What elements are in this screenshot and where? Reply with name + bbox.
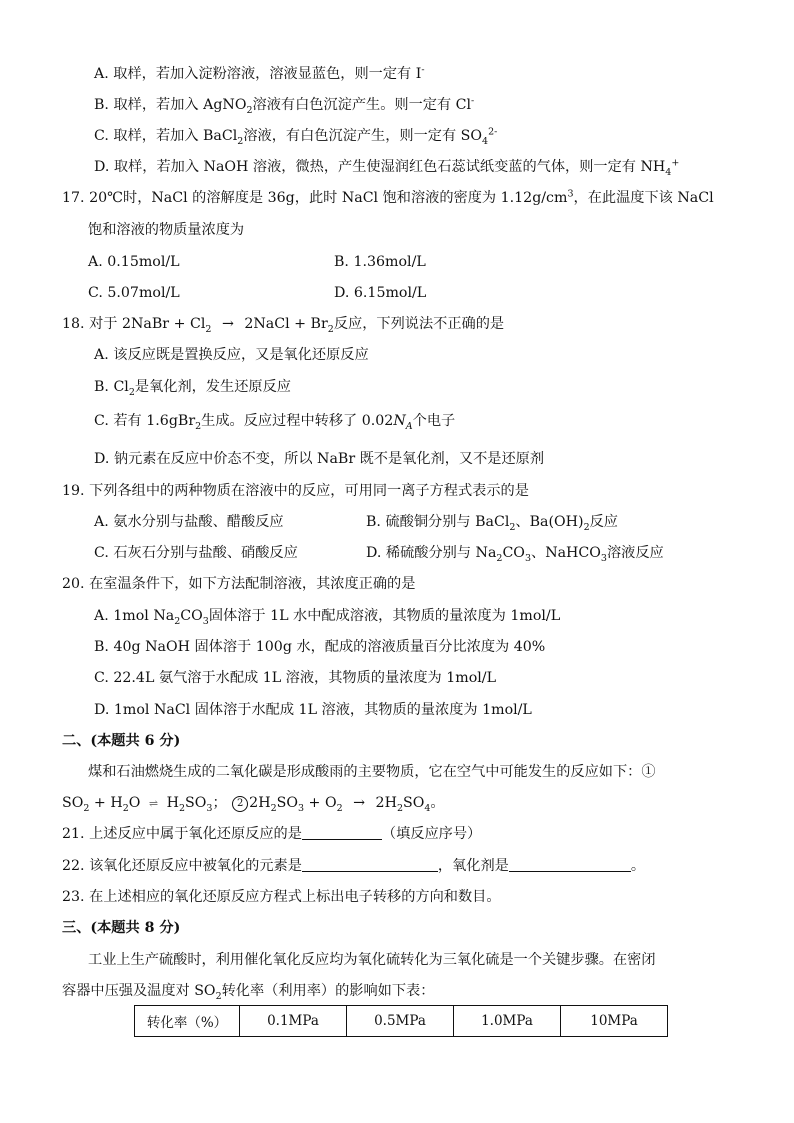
q20-stem: 20. 在室温条件下，如下方法配制溶液，其浓度正确的是: [62, 576, 416, 592]
q22-oxidant-blank[interactable]: [509, 857, 631, 872]
section3-intro-line1: 工业上生产硫酸时，利用催化氧化反应均为氧化硫转化为三氧化硫是一个关键步骤。在密闭: [88, 952, 656, 968]
q20-option-a: A. 1mol $Na_2CO_3$固体溶于 1L 水中配成溶液，其物质的量浓度为 1mol/L: [94, 608, 561, 627]
section2-title: 二、(本题共 6 分): [62, 733, 181, 749]
q19-option-d: D. 稀硫酸分别与 $Na_2CO_3$、NaHCO$_3$溶液反应: [366, 545, 664, 564]
circled-number-icon: 2: [232, 796, 248, 812]
q16-option-c: C. 取样，若加入 BaCl$_2$溶液，有白色沉淀产生，则一定有 $SO_4^{2-}$: [94, 126, 498, 147]
q18-option-b: B. $Cl_2$是氧化剂，发生还原反应: [94, 379, 291, 398]
q17-stem-line2: 饱和溶液的物质量浓度为: [88, 222, 245, 238]
q18-option-a: A. 该反应既是置换反应，又是氧化还原反应: [94, 347, 369, 363]
q16-option-a: A. 取样，若加入淀粉溶液，溶液显蓝色，则一定有 I-: [94, 64, 425, 82]
q17-option-c: C. 5.07mol/L: [88, 285, 180, 301]
table-header-cell: 10MPa: [561, 1006, 668, 1037]
q17-option-b: B. 1.36mol/L: [334, 254, 426, 270]
table-header-cell: 0.1MPa: [240, 1006, 347, 1037]
q16-option-d: D. 取样，若加入 NaOH 溶液，微热，产生使湿润红色石蕊试纸变蓝的气体，则一定有 $NH_4^+$: [94, 157, 680, 178]
q18-stem: 18. 对于 2NaBr + $Cl_2$ → 2NaCl + $Br_2$反应，下列说法不正确的是: [62, 316, 505, 335]
table-header-row: [135, 1006, 668, 1037]
q22: 22. 该氧化还原反应中被氧化的元素是 ，氧化剂是 。: [62, 858, 646, 874]
q22-element-blank[interactable]: [302, 857, 438, 872]
section2-intro-line1: 煤和石油燃烧生成的二氧化碳是形成酸雨的主要物质，它在空气中可能发生的反应如下：①: [88, 764, 656, 780]
q21-answer-blank[interactable]: [302, 825, 382, 840]
q16-option-b: B. 取样，若加入 AgNO$_2$溶液有白色沉淀产生。则一定有 Cl-: [94, 95, 475, 116]
q23: 23. 在上述相应的氧化还原反应方程式上标出电子转移的方向和数目。: [62, 889, 501, 905]
q17-option-d: D. 6.15mol/L: [334, 285, 427, 301]
table-header-cell: 1.0MPa: [454, 1006, 561, 1037]
q19-option-c: C. 石灰石分别与盐酸、硝酸反应: [94, 545, 298, 561]
q19-option-a: A. 氨水分别与盐酸、醋酸反应: [94, 514, 284, 530]
equilibrium-arrow-icon: ⇌: [148, 797, 159, 810]
conversion-table: [134, 1005, 668, 1037]
table-header-cell: 转化率（%）: [135, 1006, 240, 1037]
q20-option-c: C. 22.4L 氨气溶于水配成 1L 溶液，其物质的量浓度为 1mol/L: [94, 670, 497, 686]
q21: 21. 上述反应中属于氧化还原反应的是 （填反应序号）: [62, 826, 482, 842]
q19-stem: 19. 下列各组中的两种物质在溶液中的反应，可用同一离子方程式表示的是: [62, 483, 529, 499]
q18-option-d: D. 钠元素在反应中价态不变，所以 NaBr 既不是氧化剂，又不是还原剂: [94, 451, 545, 467]
section3-intro-line2: 容器中压强及温度对 $SO_2$转化率（利用率）的影响如下表：: [62, 983, 435, 1002]
section3-title: 三、(本题共 8 分): [62, 920, 181, 936]
section2-reactions: $SO_2 + H_2O$ ⇌ $H_2SO_3$； 2 $2H_2SO_3 + O_2 \to 2H_2SO_4$。: [62, 795, 445, 814]
q20-option-d: D. 1mol NaCl 固体溶于水配成 1L 溶液，其物质的量浓度为 1mol/L: [94, 702, 532, 718]
q20-option-b: B. 40g NaOH 固体溶于 100g 水，配成的溶液质量百分比浓度为 40%: [94, 639, 546, 655]
table-header-cell: 0.5MPa: [347, 1006, 454, 1037]
q18-option-c: C. 若有 1.6gBr$_2$生成。反应过程中转移了 $0.02N_A$个电子: [94, 413, 456, 432]
q19-option-b: B. 硫酸铜分别与 BaCl$_2$、$Ba(OH)_2$反应: [366, 514, 618, 533]
q17-option-a: A. 0.15mol/L: [88, 254, 180, 270]
q17-stem-line1: 17. 20℃时，NaCl 的溶解度是 36g，此时 NaCl 饱和溶液的密度为 $1.12g/cm^3$，在此温度下该 NaCl: [62, 188, 714, 206]
